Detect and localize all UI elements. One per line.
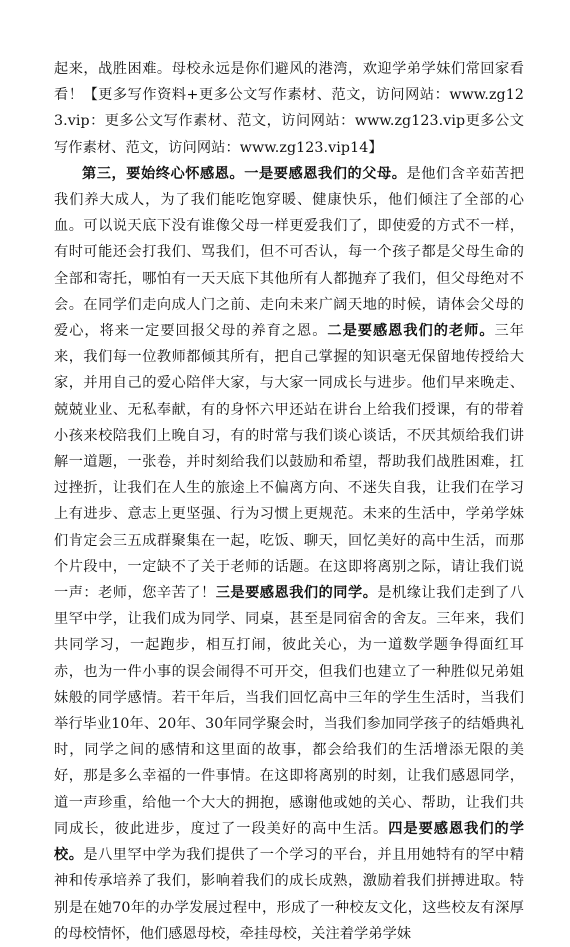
point-2-body: 三年来，我们每一位教师都倾其所有，把自己掌握的知识毫无保留地传授给大家，并用自己的爱心陪伴大家，与大家一同成长与进步。他们早来晚走、兢兢业业、无私奉献，有的身怀六甲还站在讲台上给我们授课，有的带着小孩来校陪我们上晚自习，有的时常与我们谈心谈话，不厌其烦给我们讲解一道题，一张卷，并时刻给我们以鼓励和希望，帮助我们战胜困难，扛过挫折，让我们在人生的旅途上不偏离方向、不迷失自我，让我们在学习上有进步、意志上更坚强、行为习惯上更规范。未来的生活中，学弟学妹们肯定会三五成群聚集在一起，吃饭、聊天，回忆美好的高中生活，而那个片段中，一定缺不了关于老师的话题。在这即将离别之际，请让我们说一声：老师，您辛苦了！ — [54, 323, 524, 602]
intro-paragraph: 起来，战胜困难。母校永远是你们避风的港湾，欢迎学弟学妹们常回家看看！【更多写作资料+更多公文写作素材、范文，访问网站：www.zg123.vip：更多公文写作素材、范文，访问网站：www.zg123.vip更多公文写作素材、范文，访问网站：www.zg123.vip14】 — [54, 61, 524, 156]
point-1-heading: 一是要感恩我们的父母。 — [244, 165, 407, 182]
gratitude-section-paragraph — [54, 161, 524, 947]
point-4-heading: 四是要感恩我们的学校。 — [54, 820, 524, 864]
point-1-body: 是他们含辛茹苦把我们养大成人，为了我们能吃饱穿暖、健康快乐，他们倾注了全部的心血。可以说天底下没有谁像父母一样更爱我们了，即使爱的方式不一样，有时可能还会打我们、骂我们，但不可否认，每一个孩子都是父母生命的全部和寄托，哪怕有一天天底下其他所有人都抛弃了我们，但父母绝对不会。在同学们走向成人门之前、走向未来广阔天地的时候，请体会父母的爱心，将来一定要回报父母的养育之恩。 — [54, 165, 524, 340]
section-heading: 第三，要始终心怀感恩。 — [82, 165, 245, 182]
point-4-body: 是八里罕中学为我们提供了一个学习的平台，并且用她特有的罕中精神和传承培养了我们，影响着我们的成长成熟，激励着我们拼搏进取。特别是在她70年的办学发展过程中，形成了一种校友文化，这些校友有深厚的母校情怀，他们感恩母校，牵挂母校，关注着学弟学妹 — [54, 847, 524, 942]
point-3-body: 是机缘让我们走到了八里罕中学，让我们成为同学、同桌，甚至是同宿舍的舍友。三年来，我们共同学习，一起跑步，相互打闹，彼此关心，为一道数学题争得面红耳赤，也为一件小事的误会闹得不可开交，但我们也建立了一种胜似兄弟姐妹般的同学感情。若干年后，当我们回忆高中三年的学生生活时，当我们举行毕业10年、20年、30年同学聚会时，当我们参加同学孩子的结婚典礼时，同学之间的感情和这里面的故事，都会给我们的生活增添无限的美好，那是多么幸福的一件事情。在这即将离别的时刻，让我们感恩同学，道一声珍重，给他一个大大的拥抱，感谢他或她的关心、帮助，让我们共同成长，彼此进步，度过了一段美好的高中生活。 — [54, 585, 524, 837]
point-2-heading: 二是要感恩我们的老师。 — [327, 323, 495, 340]
point-3-heading: 三是要感恩我们的同学。 — [215, 585, 378, 602]
document-body — [54, 56, 524, 947]
